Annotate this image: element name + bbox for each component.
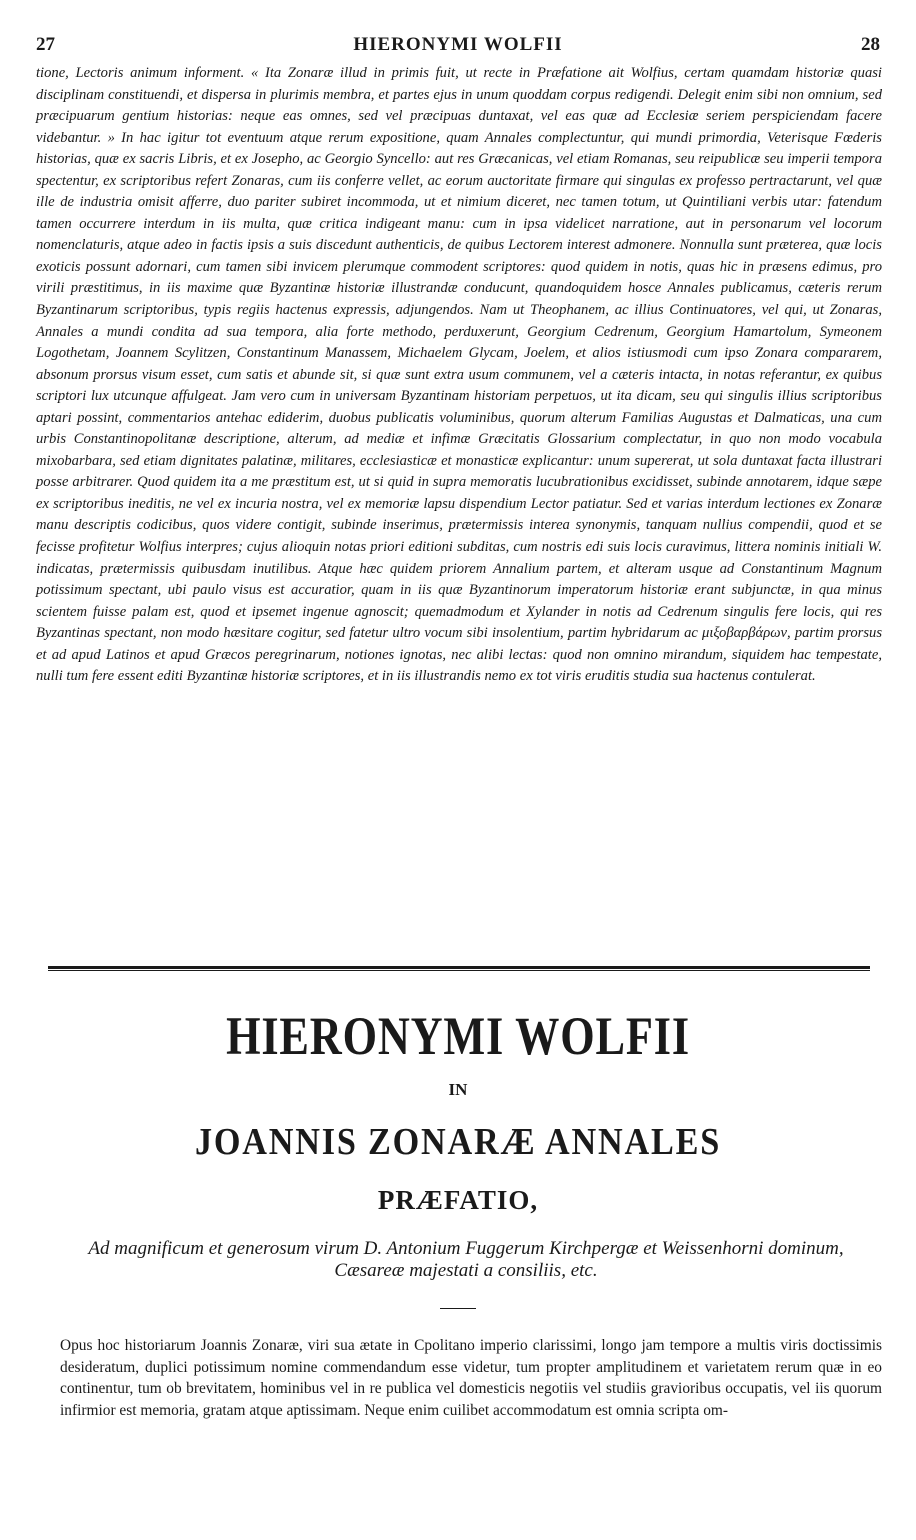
section-divider-thick bbox=[48, 966, 870, 969]
italic-continuation-text bbox=[36, 63, 882, 688]
title-praefatio: PRÆFATIO, bbox=[377, 1185, 539, 1215]
running-title: HIERONYMI WOLFII bbox=[353, 34, 563, 55]
title-subtitle: JOANNIS ZONARÆ ANNALES bbox=[194, 1121, 722, 1163]
preface-body-text bbox=[60, 1335, 882, 1421]
short-divider bbox=[440, 1308, 476, 1309]
section-divider-thin bbox=[48, 970, 870, 971]
title-main: HIERONYMI WOLFII bbox=[226, 1006, 690, 1066]
dedication: Ad magnificum et generosum virum D. Antonium Fuggerum Kirchpergæ et Weissenhorni dominum, Cæsareæ majestati a consiliis, etc. bbox=[88, 1238, 844, 1281]
preface-paragraph: Opus hoc historiarum Joannis Zonaræ, viri sua ætate in Cpolitano imperio clarissimi, longo jam tempore a multis viris doctissimis desideratum, duplici potissimum nomine commendandum esse videtur, tum propter amplitudinem et varietatem rerum quæ in eo continentur, tum ob brevitatem, hominibus vel in re publica vel domesticis negotiis vel studiis gravioribus occupatis, vel iis quorum infirmior est memoria, gratam atque aptissimam. Neque enim cuilibet accommodatum est omnia scripta om- bbox=[60, 1337, 882, 1419]
running-header bbox=[36, 34, 880, 56]
page-number-left: 27 bbox=[36, 34, 55, 55]
title-in: IN bbox=[448, 1080, 468, 1099]
italic-paragraph: tione, Lectoris animum informent. « Ita Zonaræ illud in primis fuit, ut recte in Præfatione ait Wolfius, certam quamdam historiæ quasi disciplinam constituendi, et dispersa in plurimis membra, et partes ejus in unum quoddam corpus redigendi. Delegit enim sibi non omnium, sed præcipuarum gentium historias: neque eas omnes, sed vel præcipuas duntaxat, vel eas quæ ad Ecclesiæ seriem perspiciendam facere videbantur. » In hac igitur tot eventuum atque rerum expositione, quam Annales complectuntur, qui mundi primordia, Veterisque Fœderis historias, quæ ex sacris Libris, et ex Josepho, ac Georgio Syncello: aut res Græcanicas, vel etiam Romanas, seu reipublicæ seu imperii tempora spectentur, ex scriptoribus refert Zonaras, cum iis conferre vellet, ac eorum auctoritate firmare qui singulas ex professo pertractarunt, vel quæ ille de industria omisit afferre, duo pariter subiret incommoda, ut et nimium diceret, nec tamen totum, ut Quintiliani verbis utar: fatendum tamen occurrere interdum in iis multa, quæ critica indigeant manu: cum in ipsa videlicet narratione, aut in personarum vel locorum nomenclaturis, atque adeo in factis ipsis a suis discedunt authenticis, de quibus Lectorem interest admonere. Nonnulla sunt præterea, quæ locis exoticis possunt adornari, cum tamen sibi invicem plerumque commodent scriptores: quod quidem in notis, quas hic in præsens edimus, pro virili præstitimus, in iis maxime quæ Byzantinæ historiæ illustrandæ conducunt, quandoquidem hosce Annales publicamus, cæteris rerum Byzantinarum scriptoribus, typis regiis hactenus expressis, adjungendos. Nam ut Theophanem, ac illius Continuatores, vel qui, ut Zonaras, Annales a mundi condita ad sua tempora, alia forte methodo, perduxerunt, Georgium Cedrenum, Georgium Hamartolum, Symeonem Logothetam, Joannem Scylitzen, Constantinum Manassem, Michaelem Glycam, Joelem, et alios istiusmodi cum ipso Zonara compararem, absonum prorsus visum esset, cum satis et abunde sit, si quæ sunt extra usum communem, vel a cæteris intacta, in notas referantur, ex quibus scriptori lux utcunque affulgeat. Jam vero cum in universam Byzantinam historiam perpetuos, ut ita dicam, seu qui singulis illius scriptoribus aptari possint, commentarios antehac ediderim, duobus publicatis voluminibus, quorum alterum Familias Augustas et Dalmaticas, una cum urbis Constantinopolitanæ descriptione, alterum, ad mediæ et infimæ Græcitatis Glossarium complectatur, in quo non modo vocabula mixobarbara, sed etiam dignitates palatinæ, militares, ecclesiasticæ et monasticæ explicantur: unum supererat, ut sola duntaxat facta illustrari posse arbitrarer. Quod quidem ita a me præstitum est, ut si quid in supra memoratis lucubrationibus excidisset, subinde annotarem, idque sæpe ex scriptoribus ineditis, ne vel ex incuria nostra, vel ex memoriæ lapsu dispendium Lector patiatur. Sed et varias interdum lectiones ex Zonaræ manu descriptis codicibus, quos videre contigit, subinde inserimus, prætermissis interea synonymis, tanquam nullius compendii, quod et se fecisse profitetur Wolfius interpres; cujus alioquin notas priori editioni subditas, cum nostris edi suis locis curavimus, littera nominis initiali W. indicatas, prætermissis quibusdam inutilibus. Atque hæc quidem priorem Annalium partem, et alteram usque ad Constantinum Magnum potissimum spectant, ubi paulo visus est accuratior, quam in iis quæ Byzantinorum imperatorum historiæ erant subjunctæ, in qua minus scientem fuisse palam est, quod et ipsemet ingenue agnoscit; quemadmodum et Xylander in notis ad Cedrenum singulis fere locis, qui res Byzantinas spectant, non modo hæsitare cogitur, sed fatetur ultro vocum sibi insolentium, partim hybridarum ac μιξοβαρβάρων, partim prorsus et ad apud Latinos et apud Græcos peregrinarum, notiones ignotas, nec alibi lectas: quod non omnino mirandum, siquidem hac tempestate, nulli tum fere essent editi Byzantinæ historiæ scriptores, et in iis illustrandis nemo ex tot viris eruditis studia sua hactenus contulerat. bbox=[36, 65, 882, 685]
page-number-right: 28 bbox=[861, 34, 880, 55]
